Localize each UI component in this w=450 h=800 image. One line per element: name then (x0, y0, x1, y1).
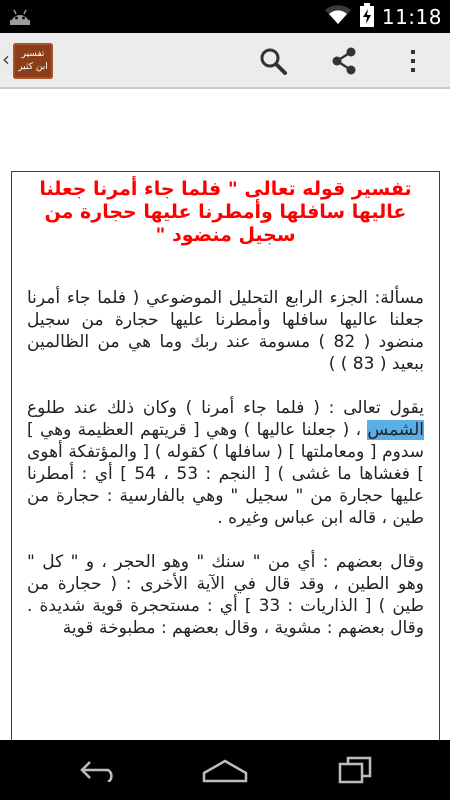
navigation-bar (0, 740, 450, 800)
share-icon[interactable] (328, 45, 360, 77)
app-logo-line1: تفسير (21, 49, 45, 59)
battery-charging-icon (360, 3, 374, 31)
status-bar (0, 0, 450, 33)
content-area[interactable] (0, 89, 450, 740)
android-notification-icon (8, 6, 32, 30)
paragraph-2-text-before: يقول تعالى : ( فلما جاء أمرنا ) وكان ذلك عند طلوع (27, 398, 424, 418)
paragraph-2-text-after: ، ( جعلنا عاليها ) وهي [ قريتهم العظيمة وهي ] سدوم [ ومعاملتها ] ( سافلها ) كقوله ) [ والمؤتفكة أهوى ] فغشاها ما غشى ) [ النجم : 53 ، 54 ] أي : أمطرنا عليها حجارة من " سجيل " وهي بالفارسية : حجارة من طين ، قاله ابن عباس وغيره . (27, 420, 424, 528)
article-title: تفسير قوله تعالى " فلما جاء أمرنا جعلنا عاليها سافلها وأمطرنا عليها حجارة من سجيل منضود " (39, 178, 412, 246)
app-logo[interactable] (13, 43, 53, 79)
search-icon[interactable] (257, 45, 289, 77)
up-chevron-icon[interactable]: ‹ (2, 47, 10, 71)
home-icon[interactable] (195, 750, 255, 790)
article-paragraph-3: وقال بعضهم : أي من " سنك " وهو الحجر ، و " كل " وهو الطين ، وقد قال في الآية الأخرى : ( حجارة من طين ) [ الذاريات : 33 ] أي : مستحجرة قوية شديدة . وقال بعضهم : مشوية ، وقال بعضهم : مطبوخة قوية (27, 552, 424, 638)
app-logo-line2: ابن كثير (18, 62, 48, 72)
wifi-icon (324, 4, 352, 30)
recent-apps-icon[interactable] (325, 750, 385, 790)
clock: 11:18 (381, 4, 442, 29)
overflow-menu-icon[interactable] (397, 45, 429, 77)
action-bar (0, 33, 450, 89)
article-box (11, 171, 440, 740)
article-paragraph-2 (27, 397, 424, 529)
article-paragraph-1: مسألة: الجزء الرابع التحليل الموضوعي ( فلما جاء أمرنا جعلنا عاليها سافلها وأمطرنا عليها حجارة من سجيل منضود ( 82 ) مسومة عند ربك وما هي من الظالمين ببعيد ( 83 ) ) (27, 288, 424, 374)
selected-text-highlight[interactable]: الشمس (367, 420, 424, 440)
back-icon[interactable] (70, 750, 130, 790)
